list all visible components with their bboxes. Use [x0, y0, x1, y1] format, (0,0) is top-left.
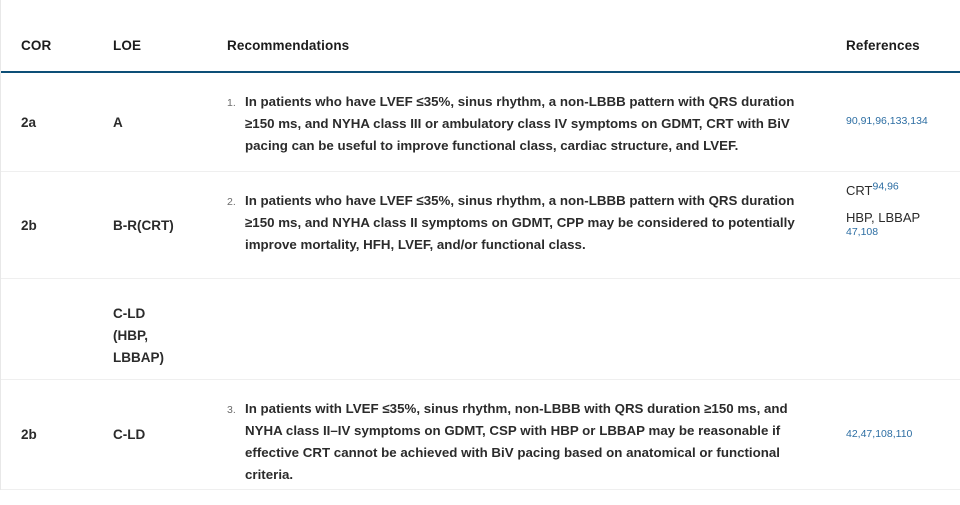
reference-link[interactable]: 90,91,96,133,134: [846, 115, 928, 128]
cell-references: [842, 73, 960, 171]
recommendation-text: In patients who have LVEF ≤35%, sinus rhythm, a non-LBBB pattern with QRS duration ≥150 ms, and NYHA class III or ambulatory class IV symptoms on GDMT, CRT with BiV pacing can be useful to improve functional class, cardiac structure, and LVEF.: [245, 94, 795, 153]
cell-cor: 2a: [21, 114, 37, 130]
reference-group-label: CRT: [846, 183, 873, 198]
column-header-loe: LOE: [113, 37, 142, 53]
cell-loe: C-LD: [113, 427, 146, 442]
list-number: 2.: [227, 196, 236, 208]
cell-cor: 2b: [21, 217, 37, 233]
column-header-references: References: [846, 37, 920, 53]
list-number: 3.: [227, 404, 236, 416]
cell-references: [842, 380, 960, 489]
recommendation-text: In patients who have LVEF ≤35%, sinus rhythm, a non-LBBB pattern with QRS duration ≥150 ms, and NYHA class II symptoms on GDMT, CPP may be considered to potentially improve mortality, HFH, LVEF, and/or functional class.: [245, 193, 795, 252]
cell-references: [842, 279, 960, 379]
reference-group-crt: [846, 180, 960, 199]
cell-cor: 2b: [21, 427, 37, 442]
loe-line: LBBAP): [113, 349, 164, 365]
cell-loe: A: [113, 114, 123, 130]
reference-link[interactable]: 94,96: [872, 180, 899, 193]
column-header-cor: COR: [21, 37, 52, 53]
table-row: [1, 172, 960, 279]
cell-cor: [1, 279, 113, 379]
cell-references: [842, 172, 960, 278]
cell-loe-lines: [113, 303, 164, 369]
cell-recommendation: [221, 172, 842, 278]
loe-line: C-LD: [113, 306, 146, 321]
table-row: [1, 380, 960, 490]
table-row: [1, 279, 960, 380]
cell-loe: B-R(CRT): [113, 217, 174, 233]
column-header-recommendations: Recommendations: [227, 37, 350, 53]
reference-group-label: HBP, LBBAP: [846, 209, 921, 225]
recommendation-text: In patients with LVEF ≤35%, sinus rhythm, non-LBBB with QRS duration ≥150 ms, and NYHA class II–IV symptoms on GDMT, CSP with HBP or LBBAP may be reasonable if effective CRT cannot be achieved with BiV pacing based on anatomical or functional criteria.: [245, 401, 788, 482]
loe-line: (HBP,: [113, 327, 149, 343]
reference-link[interactable]: 47,108: [846, 226, 879, 239]
list-number: 1.: [227, 97, 236, 109]
cell-recommendation: [221, 279, 842, 379]
reference-group-hbp-lbbap: [846, 210, 960, 239]
cell-recommendation: [221, 380, 842, 489]
cell-recommendation: [221, 73, 842, 171]
table-header-row: [1, 0, 960, 73]
table-row: [1, 73, 960, 172]
cell-loe: [113, 279, 221, 379]
reference-link[interactable]: 42,47,108,110: [846, 427, 913, 440]
